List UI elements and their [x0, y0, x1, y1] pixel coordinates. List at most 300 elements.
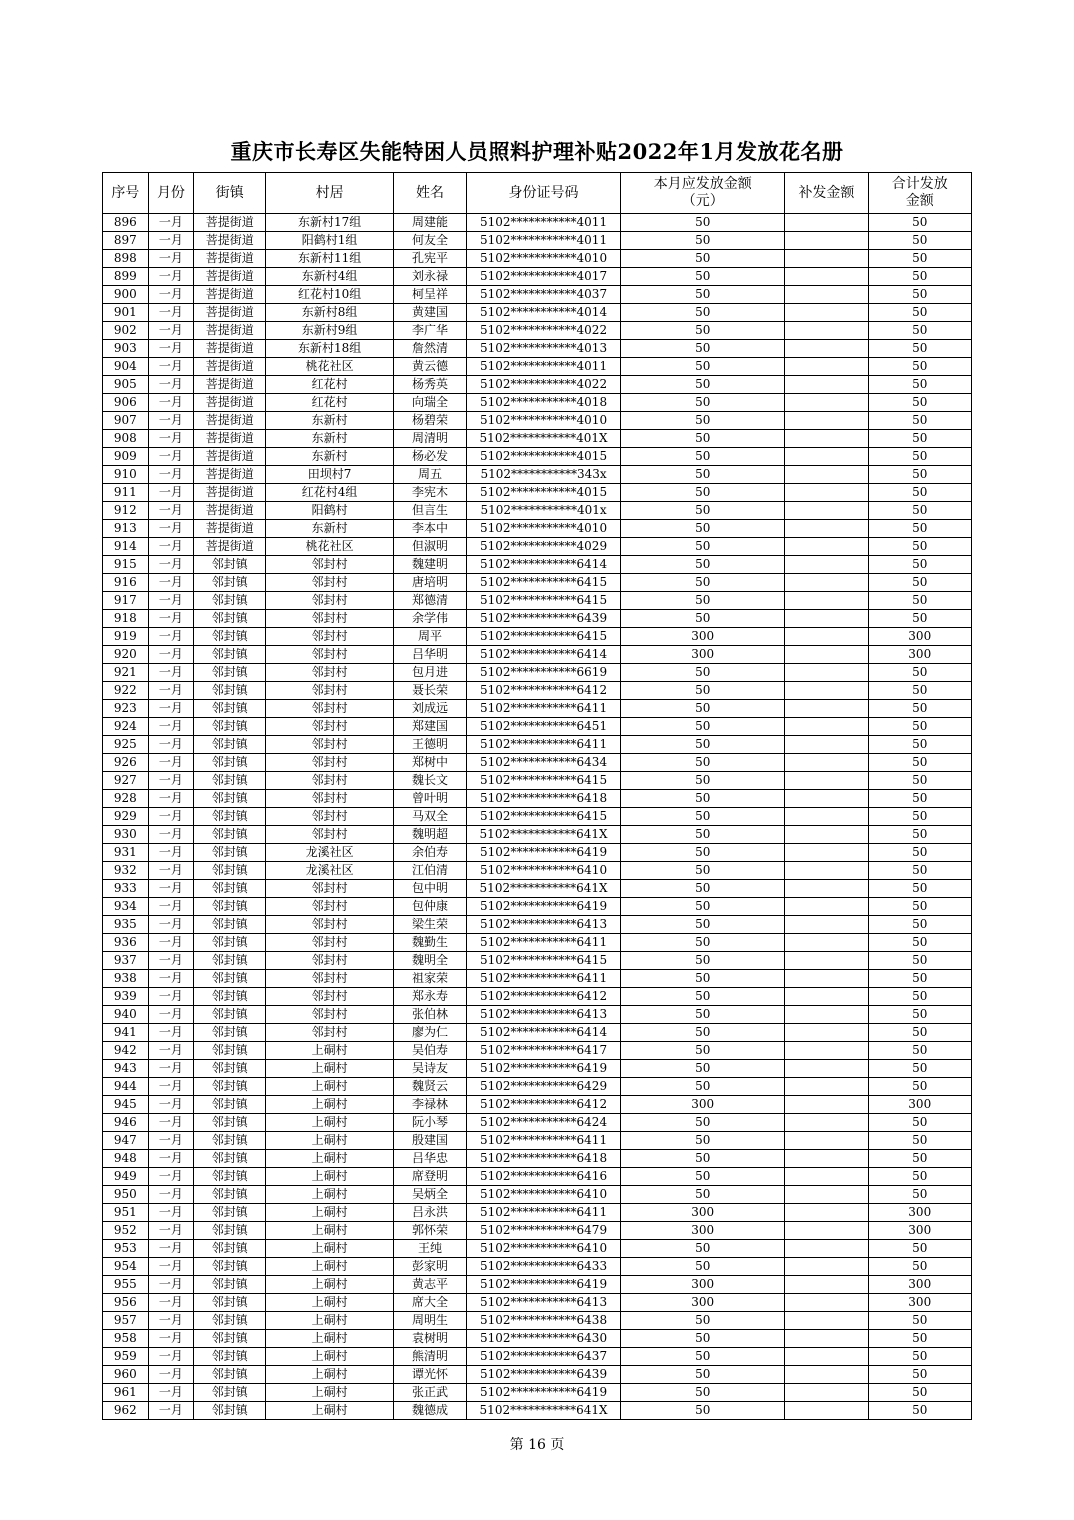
- cell-id-number: 5102***********6429: [466, 1078, 620, 1096]
- cell-village: 邻封村: [266, 592, 394, 610]
- cell-village: 上硐村: [266, 1276, 394, 1294]
- cell-month: 一月: [148, 1024, 194, 1042]
- cell-total-amount: 50: [868, 358, 971, 376]
- cell-month: 一月: [148, 214, 194, 232]
- cell-index: 962: [103, 1402, 149, 1420]
- cell-month: 一月: [148, 412, 194, 430]
- cell-town: 邻封镇: [194, 1168, 266, 1186]
- cell-supplement-amount: [785, 754, 868, 772]
- header-month: 月份: [148, 173, 194, 214]
- cell-total-amount: 50: [868, 556, 971, 574]
- cell-monthly-amount: 50: [621, 556, 785, 574]
- cell-monthly-amount: 50: [621, 1312, 785, 1330]
- cell-month: 一月: [148, 1132, 194, 1150]
- table-row: [103, 1078, 972, 1096]
- cell-supplement-amount: [785, 1186, 868, 1204]
- table-row: [103, 862, 972, 880]
- cell-month: 一月: [148, 1240, 194, 1258]
- cell-name: 袁树明: [393, 1330, 466, 1348]
- cell-index: 903: [103, 340, 149, 358]
- table-row: [103, 250, 972, 268]
- cell-town: 邻封镇: [194, 1402, 266, 1420]
- cell-index: 919: [103, 628, 149, 646]
- cell-name: 魏长文: [393, 772, 466, 790]
- cell-id-number: 5102***********6439: [466, 1366, 620, 1384]
- cell-village: 东新村: [266, 430, 394, 448]
- cell-month: 一月: [148, 574, 194, 592]
- cell-supplement-amount: [785, 1276, 868, 1294]
- cell-village: 上硐村: [266, 1186, 394, 1204]
- cell-town: 邻封镇: [194, 628, 266, 646]
- cell-index: 920: [103, 646, 149, 664]
- cell-index: 945: [103, 1096, 149, 1114]
- table-row: [103, 1276, 972, 1294]
- table-row: [103, 880, 972, 898]
- cell-total-amount: 50: [868, 700, 971, 718]
- cell-id-number: 5102***********4015: [466, 484, 620, 502]
- cell-id-number: 5102***********6419: [466, 844, 620, 862]
- cell-id-number: 5102***********4013: [466, 340, 620, 358]
- table-row: [103, 736, 972, 754]
- cell-supplement-amount: [785, 718, 868, 736]
- cell-index: 951: [103, 1204, 149, 1222]
- cell-index: 897: [103, 232, 149, 250]
- cell-total-amount: 50: [868, 376, 971, 394]
- cell-village: 邻封村: [266, 736, 394, 754]
- cell-id-number: 5102***********6412: [466, 1096, 620, 1114]
- cell-month: 一月: [148, 1222, 194, 1240]
- cell-town: 邻封镇: [194, 718, 266, 736]
- cell-index: 902: [103, 322, 149, 340]
- cell-index: 960: [103, 1366, 149, 1384]
- table-row: [103, 700, 972, 718]
- cell-monthly-amount: 50: [621, 988, 785, 1006]
- cell-supplement-amount: [785, 898, 868, 916]
- cell-supplement-amount: [785, 430, 868, 448]
- cell-monthly-amount: 300: [621, 1204, 785, 1222]
- cell-month: 一月: [148, 1276, 194, 1294]
- cell-total-amount: 300: [868, 1204, 971, 1222]
- cell-monthly-amount: 50: [621, 1150, 785, 1168]
- cell-supplement-amount: [785, 250, 868, 268]
- cell-town: 邻封镇: [194, 862, 266, 880]
- cell-village: 邻封村: [266, 772, 394, 790]
- cell-total-amount: 300: [868, 1294, 971, 1312]
- cell-id-number: 5102***********6417: [466, 1042, 620, 1060]
- cell-total-amount: 50: [868, 916, 971, 934]
- cell-id-number: 5102***********6414: [466, 646, 620, 664]
- cell-name: 郑永寿: [393, 988, 466, 1006]
- cell-index: 928: [103, 790, 149, 808]
- table-row: [103, 1258, 972, 1276]
- cell-supplement-amount: [785, 484, 868, 502]
- cell-village: 上硐村: [266, 1078, 394, 1096]
- cell-id-number: 5102***********6437: [466, 1348, 620, 1366]
- cell-town: 邻封镇: [194, 1348, 266, 1366]
- table-row: [103, 646, 972, 664]
- cell-monthly-amount: 50: [621, 466, 785, 484]
- cell-monthly-amount: 50: [621, 394, 785, 412]
- cell-total-amount: 50: [868, 520, 971, 538]
- cell-name: 魏德成: [393, 1402, 466, 1420]
- table-row: [103, 916, 972, 934]
- roster-table: [102, 172, 972, 1420]
- table-body: [103, 214, 972, 1420]
- table-row: [103, 718, 972, 736]
- table-row: [103, 376, 972, 394]
- cell-id-number: 5102***********6419: [466, 898, 620, 916]
- cell-id-number: 5102***********6411: [466, 934, 620, 952]
- cell-index: 955: [103, 1276, 149, 1294]
- cell-month: 一月: [148, 466, 194, 484]
- cell-index: 900: [103, 286, 149, 304]
- cell-index: 907: [103, 412, 149, 430]
- table-row: [103, 934, 972, 952]
- cell-id-number: 5102***********4011: [466, 358, 620, 376]
- cell-id-number: 5102***********6411: [466, 736, 620, 754]
- cell-monthly-amount: 50: [621, 1258, 785, 1276]
- cell-monthly-amount: 50: [621, 664, 785, 682]
- cell-supplement-amount: [785, 466, 868, 484]
- cell-village: 上硐村: [266, 1402, 394, 1420]
- cell-name: 孔宪平: [393, 250, 466, 268]
- cell-id-number: 5102***********641X: [466, 880, 620, 898]
- cell-village: 红花村: [266, 376, 394, 394]
- cell-supplement-amount: [785, 1042, 868, 1060]
- cell-town: 邻封镇: [194, 1276, 266, 1294]
- cell-monthly-amount: 50: [621, 250, 785, 268]
- cell-village: 上硐村: [266, 1150, 394, 1168]
- cell-total-amount: 50: [868, 682, 971, 700]
- cell-monthly-amount: 50: [621, 1114, 785, 1132]
- cell-name: 黄建国: [393, 304, 466, 322]
- cell-monthly-amount: 50: [621, 934, 785, 952]
- table-row: [103, 322, 972, 340]
- cell-index: 940: [103, 1006, 149, 1024]
- cell-supplement-amount: [785, 1114, 868, 1132]
- cell-total-amount: 50: [868, 340, 971, 358]
- cell-monthly-amount: 50: [621, 376, 785, 394]
- cell-supplement-amount: [785, 1078, 868, 1096]
- cell-total-amount: 50: [868, 1348, 971, 1366]
- cell-id-number: 5102***********4010: [466, 250, 620, 268]
- cell-id-number: 5102***********6451: [466, 718, 620, 736]
- cell-town: 菩提街道: [194, 376, 266, 394]
- cell-village: 上硐村: [266, 1258, 394, 1276]
- cell-month: 一月: [148, 826, 194, 844]
- cell-name: 李广华: [393, 322, 466, 340]
- cell-index: 938: [103, 970, 149, 988]
- cell-name: 王德明: [393, 736, 466, 754]
- cell-name: 李宪木: [393, 484, 466, 502]
- cell-village: 东新村9组: [266, 322, 394, 340]
- cell-month: 一月: [148, 376, 194, 394]
- cell-id-number: 5102***********6479: [466, 1222, 620, 1240]
- cell-total-amount: 50: [868, 466, 971, 484]
- cell-index: 949: [103, 1168, 149, 1186]
- cell-index: 942: [103, 1042, 149, 1060]
- cell-id-number: 5102***********6410: [466, 1186, 620, 1204]
- cell-index: 959: [103, 1348, 149, 1366]
- cell-village: 邻封村: [266, 556, 394, 574]
- cell-index: 961: [103, 1384, 149, 1402]
- table-row: [103, 1330, 972, 1348]
- cell-id-number: 5102***********4018: [466, 394, 620, 412]
- cell-total-amount: 50: [868, 286, 971, 304]
- cell-index: 917: [103, 592, 149, 610]
- cell-town: 菩提街道: [194, 268, 266, 286]
- cell-name: 江伯清: [393, 862, 466, 880]
- cell-index: 909: [103, 448, 149, 466]
- cell-total-amount: 50: [868, 1150, 971, 1168]
- table-row: [103, 970, 972, 988]
- cell-index: 913: [103, 520, 149, 538]
- cell-month: 一月: [148, 988, 194, 1006]
- cell-monthly-amount: 50: [621, 1330, 785, 1348]
- cell-id-number: 5102***********6418: [466, 1150, 620, 1168]
- cell-town: 邻封镇: [194, 1042, 266, 1060]
- cell-name: 郑建国: [393, 718, 466, 736]
- cell-name: 黄云德: [393, 358, 466, 376]
- cell-monthly-amount: 50: [621, 754, 785, 772]
- cell-month: 一月: [148, 340, 194, 358]
- cell-town: 邻封镇: [194, 988, 266, 1006]
- cell-month: 一月: [148, 736, 194, 754]
- cell-monthly-amount: 50: [621, 844, 785, 862]
- cell-index: 958: [103, 1330, 149, 1348]
- cell-village: 邻封村: [266, 628, 394, 646]
- cell-town: 邻封镇: [194, 592, 266, 610]
- cell-index: 926: [103, 754, 149, 772]
- cell-village: 邻封村: [266, 1024, 394, 1042]
- cell-total-amount: 50: [868, 664, 971, 682]
- cell-month: 一月: [148, 862, 194, 880]
- cell-total-amount: 50: [868, 1042, 971, 1060]
- cell-supplement-amount: [785, 394, 868, 412]
- cell-name: 魏明超: [393, 826, 466, 844]
- cell-total-amount: 50: [868, 502, 971, 520]
- cell-town: 邻封镇: [194, 1384, 266, 1402]
- cell-village: 上硐村: [266, 1204, 394, 1222]
- cell-month: 一月: [148, 1114, 194, 1132]
- cell-village: 红花村4组: [266, 484, 394, 502]
- cell-town: 邻封镇: [194, 646, 266, 664]
- cell-name: 唐培明: [393, 574, 466, 592]
- cell-town: 邻封镇: [194, 1150, 266, 1168]
- cell-total-amount: 50: [868, 250, 971, 268]
- cell-index: 904: [103, 358, 149, 376]
- cell-total-amount: 50: [868, 574, 971, 592]
- cell-id-number: 5102***********4029: [466, 538, 620, 556]
- cell-id-number: 5102***********6415: [466, 574, 620, 592]
- table-row: [103, 844, 972, 862]
- table-row: [103, 1024, 972, 1042]
- cell-town: 邻封镇: [194, 1132, 266, 1150]
- cell-name: 席大全: [393, 1294, 466, 1312]
- cell-id-number: 5102***********6414: [466, 556, 620, 574]
- header-town: 街镇: [194, 173, 266, 214]
- cell-name: 吴伯寿: [393, 1042, 466, 1060]
- table-row: [103, 1114, 972, 1132]
- cell-monthly-amount: 50: [621, 952, 785, 970]
- table-row: [103, 682, 972, 700]
- cell-town: 邻封镇: [194, 1330, 266, 1348]
- cell-village: 桃花社区: [266, 358, 394, 376]
- table-row: [103, 754, 972, 772]
- cell-supplement-amount: [785, 700, 868, 718]
- cell-supplement-amount: [785, 1366, 868, 1384]
- cell-month: 一月: [148, 358, 194, 376]
- cell-name: 吕华明: [393, 646, 466, 664]
- cell-month: 一月: [148, 1402, 194, 1420]
- cell-id-number: 5102***********6418: [466, 790, 620, 808]
- cell-supplement-amount: [785, 736, 868, 754]
- cell-village: 东新村: [266, 448, 394, 466]
- cell-town: 邻封镇: [194, 1258, 266, 1276]
- table-row: [103, 340, 972, 358]
- cell-village: 上硐村: [266, 1240, 394, 1258]
- table-row: [103, 304, 972, 322]
- table-row: [103, 1186, 972, 1204]
- cell-name: 包仲康: [393, 898, 466, 916]
- cell-monthly-amount: 50: [621, 1348, 785, 1366]
- cell-month: 一月: [148, 1294, 194, 1312]
- cell-month: 一月: [148, 844, 194, 862]
- cell-id-number: 5102***********6424: [466, 1114, 620, 1132]
- cell-total-amount: 50: [868, 394, 971, 412]
- cell-supplement-amount: [785, 592, 868, 610]
- cell-village: 上硐村: [266, 1330, 394, 1348]
- cell-supplement-amount: [785, 574, 868, 592]
- cell-supplement-amount: [785, 1402, 868, 1420]
- cell-index: 908: [103, 430, 149, 448]
- table-row: [103, 664, 972, 682]
- cell-month: 一月: [148, 646, 194, 664]
- cell-month: 一月: [148, 1042, 194, 1060]
- cell-village: 上硐村: [266, 1132, 394, 1150]
- cell-name: 曾叶明: [393, 790, 466, 808]
- cell-month: 一月: [148, 808, 194, 826]
- cell-month: 一月: [148, 682, 194, 700]
- cell-index: 932: [103, 862, 149, 880]
- cell-index: 939: [103, 988, 149, 1006]
- cell-id-number: 5102***********6433: [466, 1258, 620, 1276]
- cell-monthly-amount: 50: [621, 430, 785, 448]
- cell-name: 周建能: [393, 214, 466, 232]
- table-row: [103, 430, 972, 448]
- cell-index: 931: [103, 844, 149, 862]
- cell-village: 上硐村: [266, 1168, 394, 1186]
- cell-id-number: 5102***********6412: [466, 682, 620, 700]
- cell-index: 925: [103, 736, 149, 754]
- table-row: [103, 466, 972, 484]
- cell-monthly-amount: 50: [621, 520, 785, 538]
- cell-total-amount: 300: [868, 1096, 971, 1114]
- cell-total-amount: 50: [868, 736, 971, 754]
- cell-month: 一月: [148, 916, 194, 934]
- cell-supplement-amount: [785, 628, 868, 646]
- cell-total-amount: 50: [868, 1402, 971, 1420]
- cell-index: 946: [103, 1114, 149, 1132]
- cell-supplement-amount: [785, 1312, 868, 1330]
- cell-village: 东新村8组: [266, 304, 394, 322]
- cell-name: 吕华忠: [393, 1150, 466, 1168]
- cell-total-amount: 50: [868, 484, 971, 502]
- cell-town: 菩提街道: [194, 286, 266, 304]
- cell-month: 一月: [148, 592, 194, 610]
- cell-village: 邻封村: [266, 970, 394, 988]
- cell-village: 上硐村: [266, 1096, 394, 1114]
- cell-name: 刘成远: [393, 700, 466, 718]
- cell-supplement-amount: [785, 268, 868, 286]
- cell-monthly-amount: 50: [621, 1024, 785, 1042]
- cell-town: 菩提街道: [194, 250, 266, 268]
- cell-month: 一月: [148, 448, 194, 466]
- cell-monthly-amount: 50: [621, 880, 785, 898]
- cell-name: 余学伟: [393, 610, 466, 628]
- cell-supplement-amount: [785, 1024, 868, 1042]
- cell-village: 邻封村: [266, 682, 394, 700]
- cell-month: 一月: [148, 970, 194, 988]
- cell-supplement-amount: [785, 538, 868, 556]
- cell-town: 菩提街道: [194, 214, 266, 232]
- cell-town: 邻封镇: [194, 898, 266, 916]
- cell-monthly-amount: 50: [621, 1060, 785, 1078]
- cell-index: 934: [103, 898, 149, 916]
- cell-name: 阮小琴: [393, 1114, 466, 1132]
- cell-supplement-amount: [785, 1222, 868, 1240]
- cell-village: 邻封村: [266, 988, 394, 1006]
- cell-month: 一月: [148, 1168, 194, 1186]
- cell-town: 菩提街道: [194, 466, 266, 484]
- cell-monthly-amount: 50: [621, 322, 785, 340]
- cell-name: 余伯寿: [393, 844, 466, 862]
- cell-name: 魏建明: [393, 556, 466, 574]
- cell-village: 东新村18组: [266, 340, 394, 358]
- cell-total-amount: 50: [868, 1312, 971, 1330]
- cell-index: 899: [103, 268, 149, 286]
- cell-month: 一月: [148, 1078, 194, 1096]
- cell-index: 921: [103, 664, 149, 682]
- cell-total-amount: 50: [868, 592, 971, 610]
- cell-monthly-amount: 50: [621, 772, 785, 790]
- cell-town: 菩提街道: [194, 394, 266, 412]
- cell-total-amount: 50: [868, 844, 971, 862]
- cell-id-number: 5102***********6619: [466, 664, 620, 682]
- cell-month: 一月: [148, 1204, 194, 1222]
- cell-index: 948: [103, 1150, 149, 1168]
- header-total-amount: 合计发放 金额: [868, 173, 971, 214]
- table-row: [103, 214, 972, 232]
- table-row: [103, 988, 972, 1006]
- cell-total-amount: 50: [868, 1258, 971, 1276]
- cell-town: 菩提街道: [194, 322, 266, 340]
- cell-village: 东新村4组: [266, 268, 394, 286]
- cell-name: 周明生: [393, 1312, 466, 1330]
- cell-supplement-amount: [785, 232, 868, 250]
- cell-village: 邻封村: [266, 574, 394, 592]
- cell-supplement-amount: [785, 214, 868, 232]
- cell-total-amount: 50: [868, 1024, 971, 1042]
- cell-total-amount: 50: [868, 826, 971, 844]
- cell-total-amount: 50: [868, 1186, 971, 1204]
- cell-village: 邻封村: [266, 718, 394, 736]
- cell-index: 957: [103, 1312, 149, 1330]
- cell-supplement-amount: [785, 646, 868, 664]
- cell-town: 邻封镇: [194, 1060, 266, 1078]
- cell-index: 943: [103, 1060, 149, 1078]
- table-row: [103, 1348, 972, 1366]
